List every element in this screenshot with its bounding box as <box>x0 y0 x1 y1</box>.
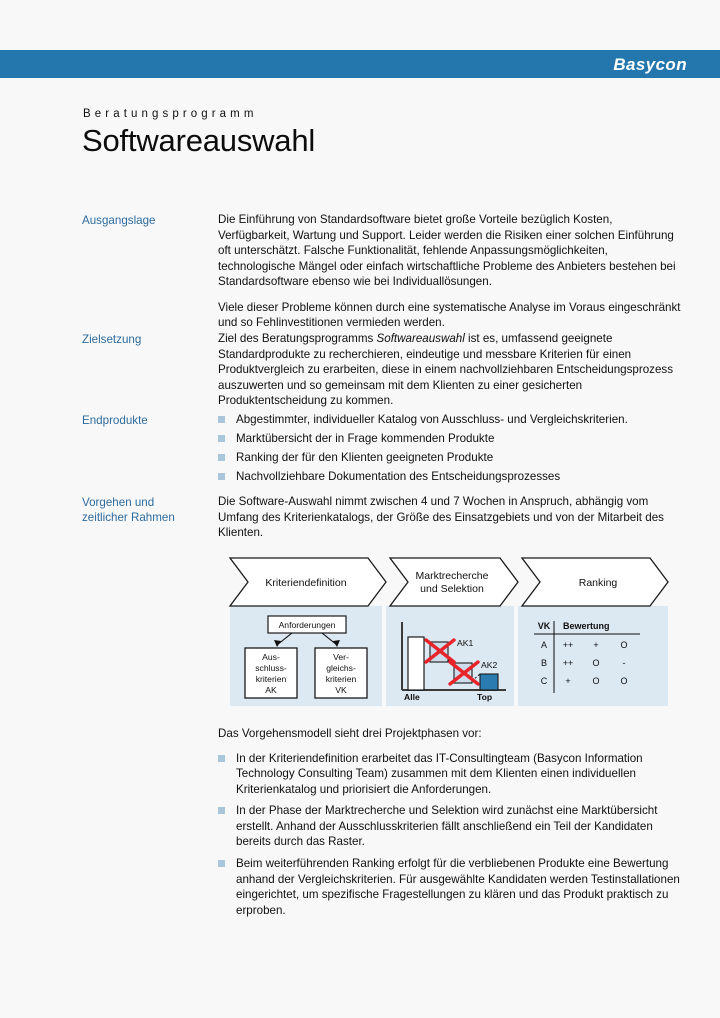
ak2-label: AK2 <box>481 660 498 670</box>
section-label-line1: Vorgehen und <box>82 496 155 509</box>
list-item-text: Nachvollziehbare Dokumentation des Entscheidungsprozesses <box>236 470 561 484</box>
list-item-text: In der Phase der Marktrecherche und Selektion wird zunächst eine Marktübersicht erstellt. Anhand der Ausschlusskriterien fällt anschließend ein Teil der Kandidaten bereits durch das Raster. <box>236 804 658 849</box>
brand-bar <box>0 50 720 78</box>
list-item <box>218 469 682 485</box>
table-cell: + <box>593 640 599 650</box>
list-item-text: In der Kriteriendefinition erarbeitet das IT-Consultingteam (Basycon Information Technology Consulting Team) zusammen mit dem Klienten einen individuellen Kriterienkatalog und priorisiert die Anforderungen. <box>236 751 643 796</box>
ak1-label: AK1 <box>457 638 474 648</box>
bar-top <box>480 674 498 690</box>
section-body-endprodukte <box>218 412 682 485</box>
section-label-ausgangslage: Ausgangslage <box>82 214 156 227</box>
ak-line-1: Aus- <box>262 652 280 662</box>
list-item <box>218 856 682 918</box>
table-cell: O <box>620 676 628 686</box>
list-item <box>218 803 682 850</box>
vk-line-4: VK <box>335 685 347 695</box>
ak-line-4: AK <box>265 685 277 695</box>
title-block <box>82 108 315 158</box>
list-item-text: Beim weiterführenden Ranking erfolgt für die verbliebenen Produkte eine Bewertung anhand der Vergleichskriterien. Für ausgewählte Kandidaten werden Testinstallationen eingerichtet, um spezifische Fragestellungen zu klären und das Produkt praktisch zu erproben. <box>236 857 680 917</box>
bullet-square-icon <box>218 435 225 442</box>
section-vorgehen <box>82 494 682 541</box>
table-header-vk: VK <box>537 621 551 631</box>
table-row-label: A <box>540 640 548 650</box>
page-title: Softwareauswahl <box>82 123 316 158</box>
process-diagram <box>218 556 682 714</box>
list-item <box>218 450 682 466</box>
section-endprodukte <box>82 412 682 485</box>
brand-name: Basycon <box>613 54 687 74</box>
section-label-zielsetzung: Zielsetzung <box>82 333 142 346</box>
axis-label-top: Top <box>477 692 493 702</box>
bullet-square-icon <box>218 473 225 480</box>
paragraph: Die Software-Auswahl nimmt zwischen 4 und 7 Wochen in Anspruch, abhängig vom Umfang des Kriterienkatalogs, der Größe des Einsatzgebiets und von der Mitarbeit des Klienten. <box>218 495 664 540</box>
closing-section <box>218 726 682 924</box>
section-body-zielsetzung <box>218 331 682 409</box>
phase-1-label: Kriteriendefinition <box>265 577 347 589</box>
table-cell: ++ <box>562 658 574 668</box>
phase-2-label-line1: Marktrecherche <box>415 570 489 582</box>
ak-line-3: kriterien <box>255 674 287 684</box>
vk-line-3: kriterien <box>325 674 357 684</box>
closing-lead: Das Vorgehensmodell sieht drei Projektphasen vor: <box>218 727 482 740</box>
list-item-text: Marktübersicht der in Frage kommenden Produkte <box>236 432 495 446</box>
vk-line-1: Ver- <box>333 652 349 662</box>
table-header-bewertung: Bewertung <box>563 621 610 631</box>
table-cell: O <box>592 676 600 686</box>
closing-list <box>218 751 682 919</box>
bar-alle <box>408 637 424 690</box>
bullet-square-icon <box>218 807 225 814</box>
bullet-square-icon <box>218 755 225 762</box>
section-zielsetzung <box>82 331 682 409</box>
table-cell: + <box>565 676 571 686</box>
bullet-square-icon <box>218 416 225 423</box>
paragraph <box>218 331 682 409</box>
section-label-vorgehen <box>82 494 218 526</box>
list-item-text: Ranking der für den Klienten geeigneten Produkte <box>236 451 494 465</box>
section-label-line2: zeitlicher Rahmen <box>82 511 175 525</box>
section-body-vorgehen <box>218 494 682 541</box>
kicker-text: Beratungsprogramm <box>83 108 258 120</box>
table-cell: O <box>620 640 628 650</box>
endprodukte-list <box>218 412 682 485</box>
list-item <box>218 412 682 428</box>
bullet-square-icon <box>218 454 225 461</box>
ak-line-2: schluss- <box>255 663 287 673</box>
axis-label-alle: Alle <box>404 692 420 702</box>
section-body-ausgangslage <box>218 212 682 331</box>
table-row-label: C <box>540 676 548 686</box>
list-item <box>218 431 682 447</box>
table-row-label: B <box>540 658 548 668</box>
list-item-text: Abgestimmter, individueller Katalog von Ausschluss- und Vergleichskriterien. <box>236 413 628 426</box>
paragraph: Die Einführung von Standardsoftware bietet große Vorteile bezüglich Kosten, Verfügbarkeit, Wartung und Support. Leider werden die Risiken einer solchen Einführung oft unterschätzt. Falsche Funktionalität, fehlende Anpassungsmöglichkeiten, technologische Mängel oder einfach wirtschaftliche Probleme des Anbieters bestehen bei Standardsoftware ebenso wie bei Individuallösungen. <box>218 213 676 289</box>
emphasis-program-name: Softwareauswahl <box>376 332 465 345</box>
text-pre: Ziel des Beratungsprogramms <box>218 332 377 345</box>
vk-line-2: gleichs- <box>326 663 356 673</box>
phase-chevron-2 <box>390 558 518 606</box>
table-cell: O <box>592 658 600 668</box>
table-cell: ++ <box>562 640 574 650</box>
phase-3-label: Ranking <box>578 577 618 589</box>
table-cell: - <box>622 658 626 668</box>
section-label-endprodukte: Endprodukte <box>82 414 148 427</box>
text-post: ist es, umfassend geeignete Standardprodukte zu recherchieren, eindeutige und messbare Kriterien für einen Produktvergleich zu erarbeiten, diese in einem nachvollziehbaren Entscheidungsprozess auszuwerten und so gemeinsam mit dem Klienten zu einer gesicherten Produktentscheidung zu kommen. <box>218 332 673 408</box>
anforderungen-box-label: Anforderungen <box>278 620 336 630</box>
list-item <box>218 751 682 798</box>
phase-2-label-line2: und Selektion <box>420 583 484 595</box>
bullet-square-icon <box>218 860 225 867</box>
paragraph: Viele dieser Probleme können durch eine systematische Analyse im Voraus eingeschränkt und so Fehlinvestitionen vermieden werden. <box>218 300 681 330</box>
section-ausgangslage <box>82 212 682 331</box>
